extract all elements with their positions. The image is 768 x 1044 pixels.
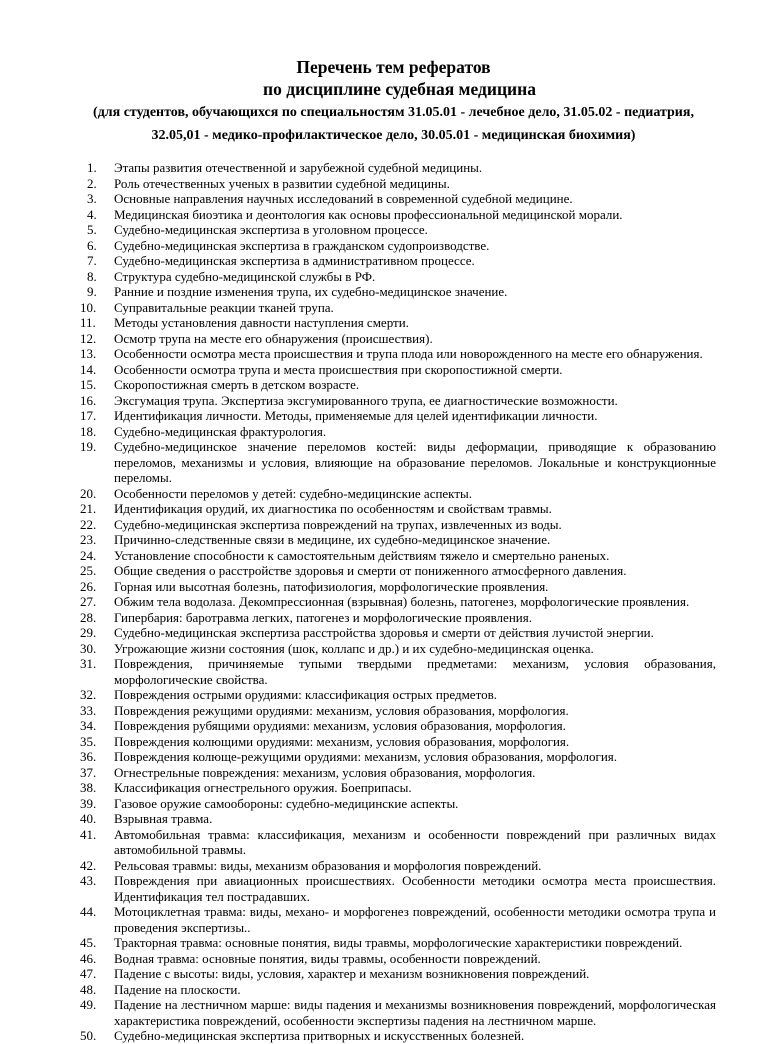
list-item-text: Ранние и поздние изменения трупа, их судебно-медицинское значение. <box>114 284 508 299</box>
list-item <box>75 873 716 904</box>
list-item-number: 39. <box>80 795 97 811</box>
document-subtitle-line-2: 32.05,01 - медико-профилактическое дело, 30.05.01 - медицинская биохимия) <box>151 128 636 143</box>
list-item <box>75 904 716 935</box>
list-item-text: Идентификация орудий, их диагностика по особенностям и свойствам травмы. <box>114 501 552 516</box>
list-item-text: Методы установления давности наступления смерти. <box>114 315 409 330</box>
list-item-text: Судебно-медицинская экспертиза в гражданском судопроизводстве. <box>114 237 490 253</box>
list-item-number: 12. <box>80 330 97 346</box>
list-item-number: 34. <box>80 718 97 733</box>
list-item <box>75 811 716 827</box>
list-item-text: Судебно-медицинская экспертиза в административном процессе. <box>114 253 475 268</box>
list-item-text: Эксгумация трупа. Экспертиза эксгумированного трупа, ее диагностические возможности. <box>114 392 618 408</box>
list-item <box>75 796 716 812</box>
list-item-text: Повреждения острыми орудиями: классификация острых предметов. <box>114 687 497 702</box>
list-item-number: 42. <box>80 857 97 873</box>
list-item <box>75 703 716 719</box>
list-item <box>75 966 716 982</box>
list-item-text: Горная или высотная болезнь, патофизиология, морфологические проявления. <box>114 578 549 594</box>
list-item-number: 28. <box>80 609 97 625</box>
list-item-text: Особенности осмотра трупа и места происшествия при скоропостижной смерти. <box>114 361 563 377</box>
list-item-text: Повреждения режущими орудиями: механизм, условия образования, морфология. <box>114 702 569 718</box>
list-item <box>75 362 716 378</box>
list-item-number: 46. <box>80 950 97 966</box>
list-item <box>75 656 716 687</box>
list-item <box>75 1028 716 1044</box>
list-item <box>75 610 716 626</box>
list-item-text: Газовое оружие самообороны: судебно-медицинские аспекты. <box>114 795 459 811</box>
list-item <box>75 734 716 750</box>
list-item <box>75 997 716 1028</box>
list-item-number: 41. <box>80 826 97 842</box>
list-item-number: 40. <box>80 811 97 826</box>
list-item-number: 50. <box>80 1028 97 1043</box>
list-item <box>75 749 716 765</box>
list-item-text: Судебно-медицинская экспертиза повреждений на трупах, извлеченных из воды. <box>114 516 562 532</box>
list-item <box>75 718 716 734</box>
list-item-number: 3. <box>87 191 97 206</box>
list-item-number: 4. <box>87 206 97 222</box>
list-item-number: 8. <box>87 268 97 284</box>
list-item <box>75 377 716 393</box>
document-title: Перечень тем рефератов <box>296 57 491 77</box>
list-item <box>75 780 716 796</box>
list-item-number: 31. <box>80 656 97 671</box>
list-item-text: Обжим тела водолаза. Декомпрессионная (взрывная) болезнь, патогенез, морфологические проявления. <box>114 594 690 609</box>
list-item-number: 29. <box>80 625 97 640</box>
list-item <box>75 532 716 548</box>
list-item-text: Повреждения при авиационных происшествиях. Особенности методики осмотра места происшествия. Идентификация тел пострадавших. <box>114 873 716 904</box>
list-item <box>75 579 716 595</box>
list-item-number: 49. <box>80 997 97 1012</box>
list-item <box>75 300 716 316</box>
list-item-number: 24. <box>80 547 97 563</box>
list-item <box>75 563 716 579</box>
list-item <box>75 238 716 254</box>
list-item-text: Падение на лестничном марше: виды падения и механизмы возникновения повреждений, морфологическая характеристика повреждений, особенности экспертизы падения на лестничном марше. <box>114 997 716 1028</box>
list-item <box>75 207 716 223</box>
list-item-number: 36. <box>80 749 97 764</box>
list-item-number: 1. <box>87 160 97 175</box>
list-item <box>75 641 716 657</box>
list-item-number: 10. <box>80 299 97 315</box>
list-item-text: Угрожающие жизни состояния (шок, коллапс и др.) и их судебно-медицинская оценка. <box>114 640 594 656</box>
list-item <box>75 982 716 998</box>
list-item-text: Установление способности к самостоятельным действиям тяжело и смертельно раненых. <box>114 547 610 563</box>
list-item-text: Основные направления научных исследований в современной судебной медицине. <box>114 191 573 206</box>
list-item-number: 47. <box>80 966 97 981</box>
list-item-number: 22. <box>80 516 97 532</box>
list-item-text: Структура судебно-медицинской службы в РФ. <box>114 268 376 284</box>
title-block <box>65 56 722 146</box>
list-item-number: 37. <box>80 764 97 780</box>
list-item-text: Падение на плоскости. <box>114 981 241 997</box>
list-item <box>75 951 716 967</box>
list-item-number: 19. <box>80 439 97 454</box>
list-item <box>75 765 716 781</box>
list-item-text: Осмотр трупа на месте его обнаружения (происшествия). <box>114 330 433 346</box>
list-item-text: Особенности осмотра места происшествия и трупа плода или новорожденного на месте его обнаружения. <box>114 346 703 361</box>
list-item-text: Идентификация личности. Методы, применяемые для целей идентификации личности. <box>114 408 598 423</box>
list-item <box>75 827 716 858</box>
list-item-number: 13. <box>80 346 97 361</box>
topic-list <box>75 160 716 1044</box>
list-item-text: Скоропостижная смерть в детском возрасте. <box>114 377 360 392</box>
list-item-number: 21. <box>80 501 97 516</box>
list-item-text: Роль отечественных ученых в развитии судебной медицины. <box>114 175 450 191</box>
document-subtitle-line-1: (для студентов, обучающихся по специальностям 31.05.01 - лечебное дело, 31.05.02 - педиатрия, <box>93 105 694 120</box>
list-item-number: 30. <box>80 640 97 656</box>
list-item-text: Судебно-медицинская экспертиза расстройства здоровья и смерти от действия лучистой энергии. <box>114 625 654 640</box>
list-item <box>75 393 716 409</box>
list-item <box>75 517 716 533</box>
list-item-number: 16. <box>80 392 97 408</box>
list-item-number: 17. <box>80 408 97 423</box>
list-item-number: 35. <box>80 733 97 749</box>
list-item-text: Суправитальные реакции тканей трупа. <box>114 299 334 315</box>
list-item-number: 5. <box>87 222 97 237</box>
list-item <box>75 424 716 440</box>
list-item-number: 45. <box>80 935 97 950</box>
list-item <box>75 486 716 502</box>
list-item <box>75 501 716 517</box>
list-item-text: Гипербария: баротравма легких, патогенез и морфологические проявления. <box>114 609 532 625</box>
list-item <box>75 625 716 641</box>
list-item <box>75 269 716 285</box>
list-item <box>75 548 716 564</box>
list-item <box>75 191 716 207</box>
list-item-text: Классификация огнестрельного оружия. Боеприпасы. <box>114 780 412 795</box>
list-item-number: 38. <box>80 780 97 795</box>
list-item-text: Повреждения, причиняемые тупыми твердыми предметами: механизм, условия образования, морфологические свойства. <box>114 656 716 687</box>
list-item <box>75 253 716 269</box>
list-item-text: Судебно-медицинская экспертиза в уголовном процессе. <box>114 222 428 237</box>
list-item-text: Судебно-медицинская экспертиза притворных и искусственных болезней. <box>114 1028 525 1043</box>
list-item-number: 32. <box>80 687 97 702</box>
list-item <box>75 176 716 192</box>
list-item-number: 18. <box>80 423 97 439</box>
list-item <box>75 284 716 300</box>
list-item-text: Повреждения колюще-режущими орудиями: механизм, условия образования, морфология. <box>114 749 618 764</box>
list-item <box>75 439 716 486</box>
list-item <box>75 687 716 703</box>
list-item-number: 6. <box>87 237 97 253</box>
list-item-text: Судебно-медицинское значение переломов костей: виды деформации, приводящие к образованию переломов, механизмы и условия, влияющие на образование переломов. Локальные и конструкционные переломы. <box>114 439 716 485</box>
list-item <box>75 346 716 362</box>
list-item <box>75 331 716 347</box>
list-item <box>75 858 716 874</box>
list-item-number: 9. <box>87 284 97 299</box>
list-item-text: Водная травма: основные понятия, виды травмы, особенности повреждений. <box>114 950 541 966</box>
list-item-number: 48. <box>80 981 97 997</box>
list-item-number: 43. <box>80 873 97 888</box>
list-item-text: Огнестрельные повреждения: механизм, условия образования, морфология. <box>114 764 536 780</box>
document-title-discipline: по дисциплине судебная медицина <box>263 79 536 99</box>
list-item-text: Медицинская биоэтика и деонтология как основы профессиональной медицинской морали. <box>114 206 623 222</box>
list-item <box>75 408 716 424</box>
list-item-number: 44. <box>80 904 97 919</box>
list-item-text: Судебно-медицинская фрактурология. <box>114 423 327 439</box>
list-item <box>75 222 716 238</box>
list-item-text: Рельсовая травмы: виды, механизм образования и морфология повреждений. <box>114 857 542 873</box>
list-item-text: Мотоциклетная травма: виды, механо- и морфогенез повреждений, особенности методики осмотра трупа и проведения экспертизы.. <box>114 904 716 935</box>
list-item <box>75 160 716 176</box>
list-item-number: 15. <box>80 377 97 392</box>
list-item <box>75 594 716 610</box>
list-item-text: Автомобильная травма: классификация, механизм и особенности повреждений при различных видах автомобильной травмы. <box>114 826 716 857</box>
list-item-text: Повреждения рубящими орудиями: механизм, условия образования, морфология. <box>114 718 566 733</box>
list-item-text: Взрывная травма. <box>114 811 213 826</box>
list-item-text: Этапы развития отечественной и зарубежной судебной медицины. <box>114 160 483 175</box>
list-item <box>75 935 716 951</box>
list-item-number: 33. <box>80 702 97 718</box>
list-item-text: Особенности переломов у детей: судебно-медицинские аспекты. <box>114 485 472 501</box>
list-item-number: 20. <box>80 485 97 501</box>
list-item-number: 2. <box>87 175 97 191</box>
list-item-text: Общие сведения о расстройстве здоровья и смерти от пониженного атмосферного давления. <box>114 563 627 578</box>
list-item-number: 7. <box>87 253 97 268</box>
list-item-text: Падение с высоты: виды, условия, характер и механизм возникновения повреждений. <box>114 966 590 981</box>
list-item-number: 27. <box>80 594 97 609</box>
list-item-text: Причинно-следственные связи в медицине, их судебно-медицинское значение. <box>114 532 551 547</box>
list-item-text: Тракторная травма: основные понятия, виды травмы, морфологические характеристики повреждений. <box>114 935 683 950</box>
list-item-number: 26. <box>80 578 97 594</box>
list-item <box>75 315 716 331</box>
list-item-text: Повреждения колющими орудиями: механизм, условия образования, морфология. <box>114 733 570 749</box>
list-item-number: 14. <box>80 361 97 377</box>
list-item-number: 25. <box>80 563 97 578</box>
list-item-number: 11. <box>80 315 96 330</box>
list-item-number: 23. <box>80 532 97 547</box>
